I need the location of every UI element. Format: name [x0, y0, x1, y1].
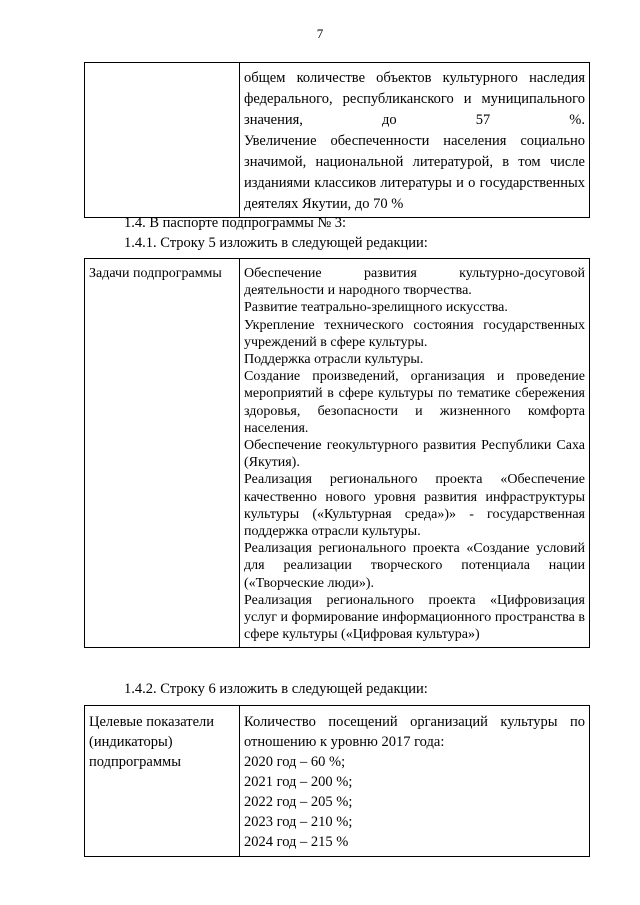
paragraph: общем количестве объектов культурного наследия федерального, республиканского и муниципального значения, до 57 %. [244, 70, 585, 128]
task-item: Поддержка отрасли культуры. [244, 352, 424, 368]
section-heading: 1.4. В паспорте подпрограммы № 3: [124, 215, 347, 231]
continued-table [84, 62, 590, 218]
indicator-year: 2022 год – 205 %; [244, 794, 353, 810]
table-cell-content [240, 259, 590, 648]
table-cell-label [85, 63, 240, 218]
task-item: Обеспечение геокультурного развития Республики Саха (Якутия). [244, 438, 585, 471]
indicator-intro: Количество посещений организаций культуры по отношению к уровню 2017 года: [244, 714, 585, 750]
indicators-table [84, 705, 590, 857]
table-row [85, 259, 590, 648]
table-cell-content [240, 706, 590, 857]
indicator-year: 2024 год – 215 % [244, 834, 349, 850]
task-item: Реализация регионального проекта «Обеспечение качественно нового уровня развития инфраструктуры культуры («Культурная среда»)» - государственная поддержка отрасли культуры. [244, 472, 585, 540]
task-item: Создание произведений, организация и проведение мероприятий в сфере культуры по тематике сбережения здоровья, безопасности и жизненного комфорта населения. [244, 369, 585, 436]
table-cell-content [240, 63, 590, 218]
task-item: Развитие театрально-зрелищного искусства. [244, 300, 508, 316]
table-cell-label: Задачи подпрограммы [85, 259, 240, 648]
task-item: Обеспечение развития культурно-досуговой деятельности и народного творчества. [244, 266, 585, 299]
table-cell-label: Целевые показатели (индикаторы) подпрограммы [85, 706, 240, 857]
page-number: 7 [316, 26, 324, 41]
task-item: Реализация регионального проекта «Цифровизация услуг и формирование информационного пространства в сфере культуры («Цифровая культура») [244, 592, 585, 643]
subsection-heading: 1.4.1. Строку 5 изложить в следующей редакции: [124, 235, 428, 251]
tasks-table [84, 258, 590, 648]
table-row [85, 706, 590, 857]
indicator-year: 2020 год – 60 %; [244, 754, 346, 770]
task-item: Укрепление технического состояния государственных учреждений в сфере культуры. [244, 317, 585, 350]
indicator-year: 2023 год – 210 %; [244, 814, 353, 830]
task-item: Реализация регионального проекта «Создание условий для реализации творческого потенциала нации («Творческие люди»). [244, 541, 585, 591]
paragraph: Увеличение обеспеченности населения социально значимой, национальной литературой, в том числе изданиями классиков литературы и о государственных деятелях Якутии, до 70 % [244, 133, 585, 212]
indicator-year: 2021 год – 200 %; [244, 774, 353, 790]
table-row [85, 63, 590, 218]
subsection-heading: 1.4.2. Строку 6 изложить в следующей редакции: [124, 681, 428, 697]
